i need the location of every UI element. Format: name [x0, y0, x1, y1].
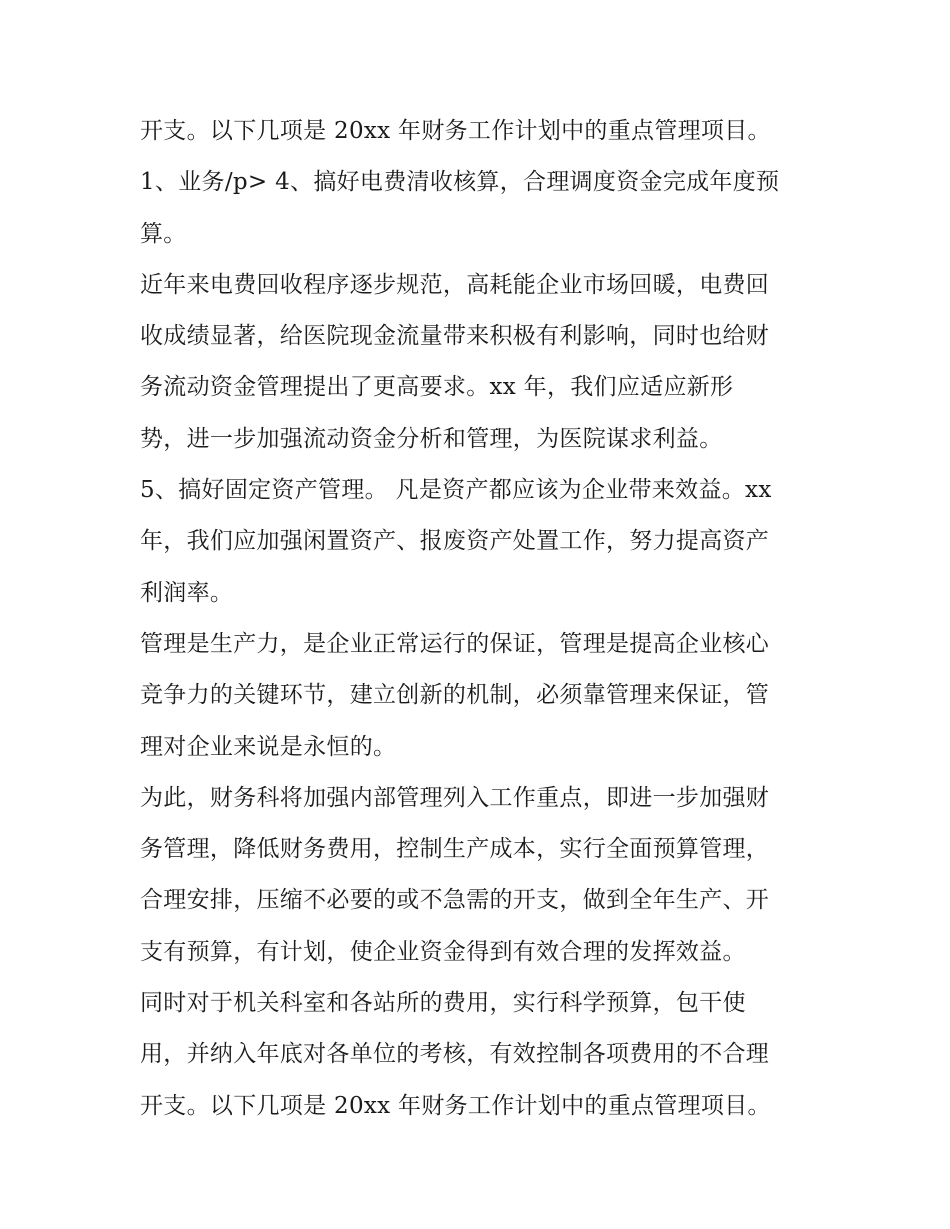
document-body	[140, 106, 820, 1132]
text-line: 势，进一步加强流动资金分析和管理，为医院谋求利益。	[140, 425, 723, 452]
text-line: 理对企业来说是永恒的。	[140, 733, 397, 760]
text-line: 开支。以下几项是 20xx 年财务工作计划中的重点管理项目。	[140, 118, 771, 144]
text-line: 为此，财务科将加强内部管理列入工作重点，即进一步加强财	[140, 784, 770, 811]
text-line: 1、业务/p> 4、搞好电费清收核算，合理调度资金完成年度预	[140, 169, 780, 196]
text-line: 支有预算，有计划，使企业资金得到有效合理的发挥效益。	[140, 938, 746, 965]
text-line: 近年来电费回收程序逐步规范，高耗能企业市场回暖，电费回	[140, 271, 770, 298]
text-line: 年，我们应加强闲置资产、报废资产处置工作，努力提高资产	[140, 528, 770, 555]
text-line: 开支。以下几项是 20xx 年财务工作计划中的重点管理项目。	[140, 1092, 771, 1119]
text-line: 算。	[140, 220, 187, 247]
text-line: 竞争力的关键环节，建立创新的机制，必须靠管理来保证，管	[140, 682, 770, 709]
text-line: 务流动资金管理提出了更高要求。xx 年，我们应适应新形	[140, 374, 734, 401]
text-line: 5、搞好固定资产管理。 凡是资产都应该为企业带来效益。xx	[140, 477, 772, 504]
text-line: 务管理，降低财务费用，控制生产成本，实行全面预算管理，	[140, 836, 770, 863]
text-line: 用，并纳入年底对各单位的考核，有效控制各项费用的不合理	[140, 1041, 770, 1068]
text-line: 同时对于机关科室和各站所的费用，实行科学预算，包干使	[140, 990, 746, 1017]
text-line: 管理是生产力，是企业正常运行的保证，管理是提高企业核心	[140, 630, 770, 657]
text-line: 合理安排，压缩不必要的或不急需的开支，做到全年生产、开	[140, 887, 770, 914]
text-line: 收成绩显著，给医院现金流量带来积极有利影响，同时也给财	[140, 323, 770, 350]
text-line: 利润率。	[140, 579, 234, 606]
